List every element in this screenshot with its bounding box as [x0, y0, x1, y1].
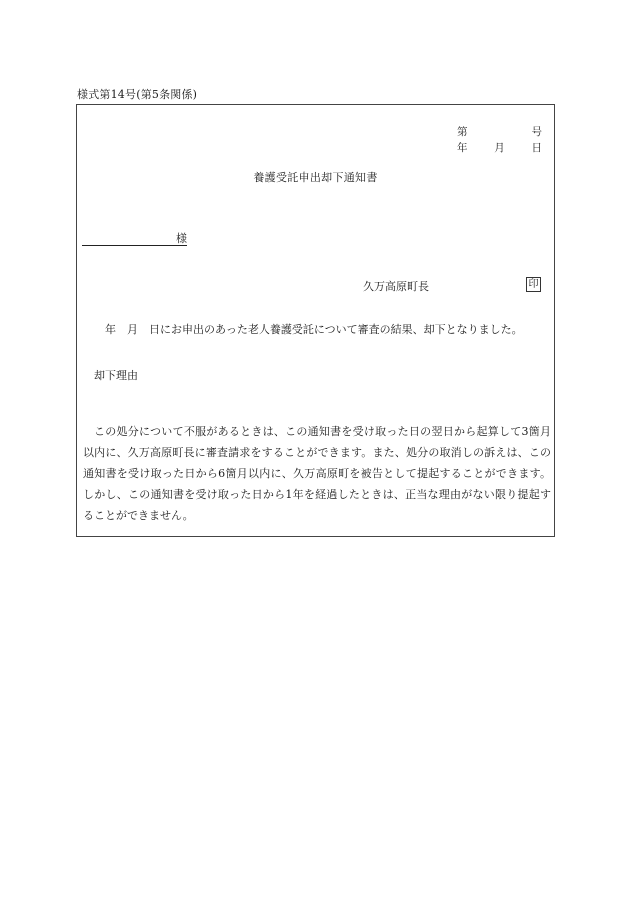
date-day: 日: [531, 142, 542, 154]
form-number-label: 様式第14号(第5条関係): [77, 88, 198, 101]
document-number-line: [457, 124, 542, 139]
number-prefix: 第: [457, 126, 468, 138]
addressee-honorific: 様: [176, 232, 187, 245]
appeal-notice-text: この処分について不服があるときは、この通知書を受け取った日の翌日から起算して3箇月以内に、久万高原町長に審査請求をすることができます。また、処分の取消しの訴えは、この通知書を受け取った日から6箇月以内に、久万高原町を被告として提起することができます。しかし、この通知書を受け取った日から1年を経過したときは、正当な理由がない限り提起することができません。: [83, 425, 551, 522]
addressee-line: [82, 232, 187, 246]
notice-main-text: 年 月 日にお申出のあった老人養護受託について審査の結果、却下となりました。: [105, 323, 523, 336]
document-date-line: [457, 140, 542, 155]
date-month: 月: [494, 142, 505, 154]
document-title: 養護受託申出却下通知書: [253, 171, 378, 184]
number-suffix: 号: [531, 126, 542, 138]
notice-document-frame: [76, 104, 555, 537]
issuer-name: 久万高原町長: [363, 280, 429, 293]
rejection-reason-label: 却下理由: [94, 369, 138, 382]
date-year: 年: [457, 142, 468, 154]
seal-mark: 印: [526, 277, 541, 292]
